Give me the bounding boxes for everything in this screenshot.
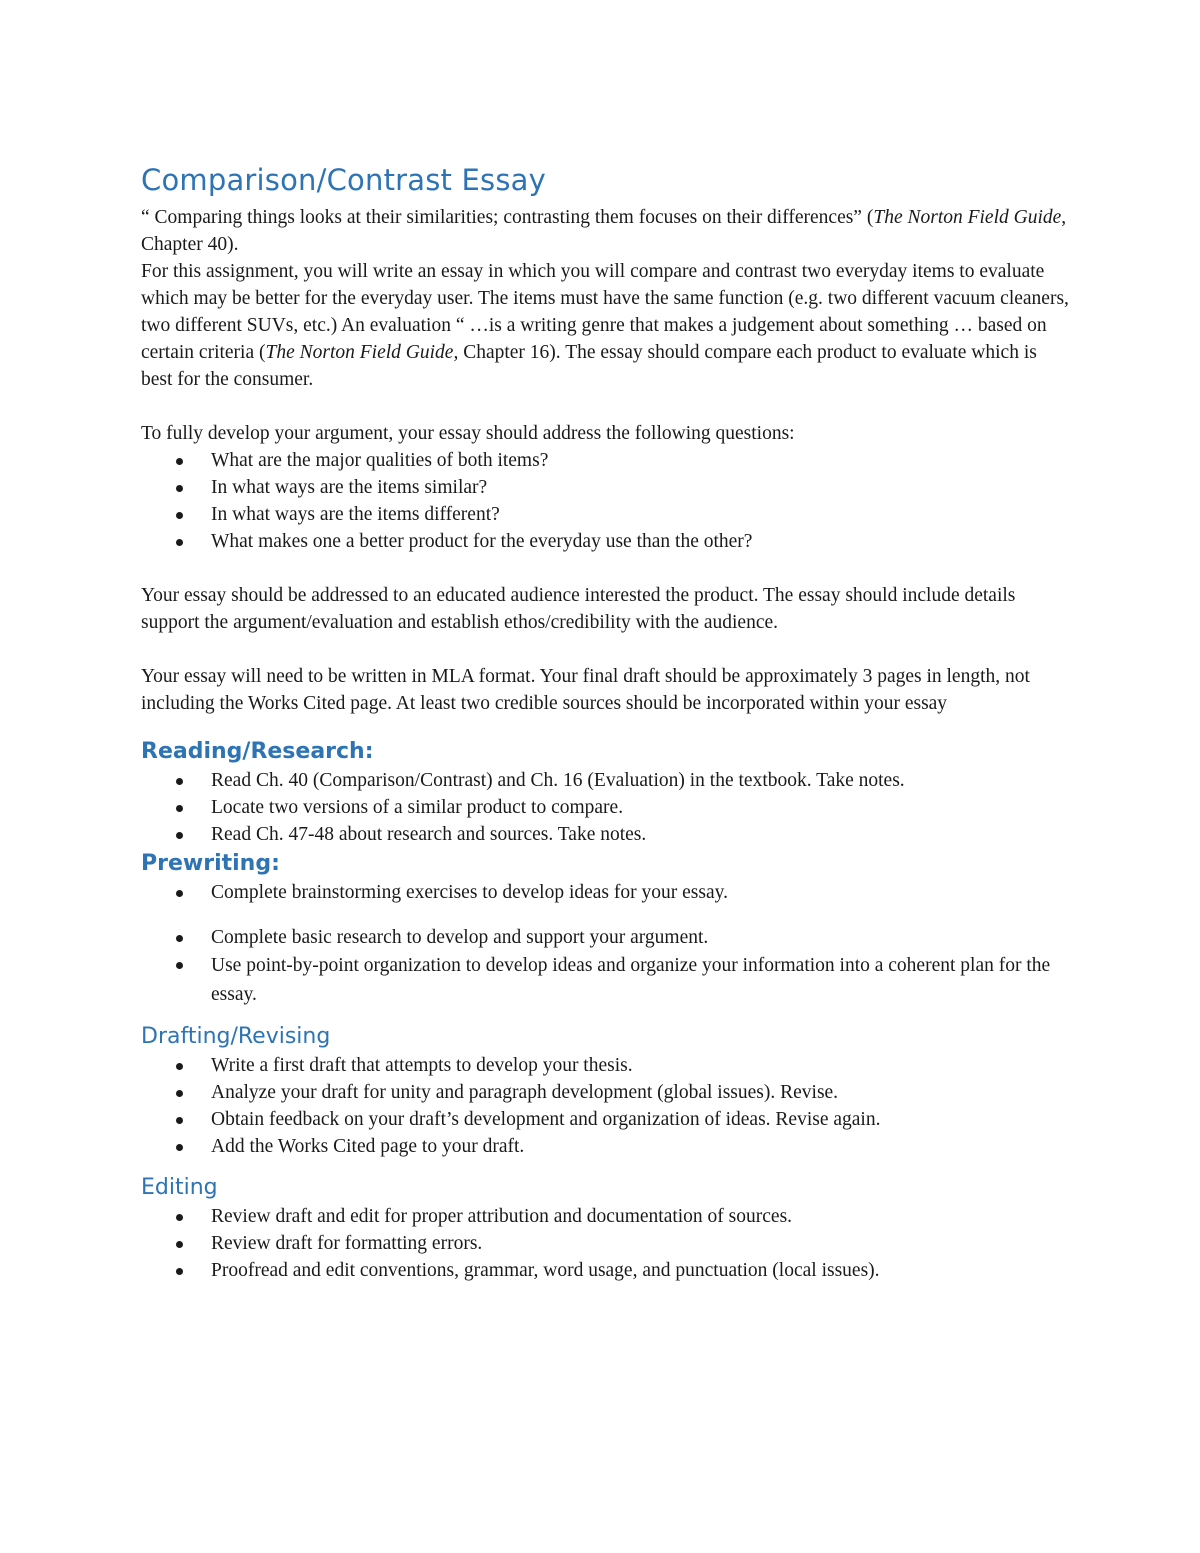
list-item [141,1230,1071,1257]
list-item [141,528,1071,555]
bullet-icon [176,485,183,492]
list-item-text: Add the Works Cited page to your draft. [211,1136,525,1157]
list-item-text: Use point-by-point organization to develop ideas and organize your information into a coherent plan for the essay. [211,955,1051,1005]
spacer [141,555,1071,582]
list-item-text: Complete basic research to develop and support your argument. [211,927,709,948]
list-item-text: Obtain feedback on your draft’s development and organization of ideas. Revise again. [211,1109,881,1130]
audience-paragraph: Your essay should be addressed to an educated audience interested the product. The essay should include details support the argument/evaluation and establish ethos/credibility with the audience. [141,585,1016,633]
list-item-text: Analyze your draft for unity and paragraph development (global issues). Revise. [211,1082,839,1103]
list-item-text: Locate two versions of a similar product to compare. [211,797,624,818]
assignment-source: The Norton Field Guide, [265,342,459,363]
list-item [141,1257,1071,1284]
list-item [141,447,1071,474]
bullet-icon [176,962,183,969]
bullet-icon [176,539,183,546]
list-item-text: Read Ch. 40 (Comparison/Contrast) and Ch. 16 (Evaluation) in the textbook. Take notes. [211,770,905,791]
list-item-text: Read Ch. 47-48 about research and sources. Take notes. [211,824,647,845]
intro-quote-text: “ Comparing things looks at their similarities; contrasting them focuses on their differences” ( [141,207,874,228]
bullet-icon [176,1090,183,1097]
list-item-text: Review draft for formatting errors. [211,1233,483,1254]
bullet-icon [176,1117,183,1124]
document-title: Comparison/Contrast Essay [141,163,547,197]
list-item-text: Complete brainstorming exercises to develop ideas for your essay. [211,882,728,903]
intro-quote-end: , Chapter 40). [141,207,1067,255]
assignment-text-end: Chapter 16). The essay should compare each product to evaluate which is best for the consumer. [141,342,1037,390]
drafting-revising-list [141,1052,1071,1160]
prewriting-heading: Prewriting: [141,851,280,876]
spacer [141,393,1071,420]
list-item-text: Proofread and edit conventions, grammar, word usage, and punctuation (local issues). [211,1260,880,1281]
list-item [141,1106,1071,1133]
list-item [141,821,1071,848]
bullet-icon [176,1144,183,1151]
assignment-paragraph [141,258,1071,393]
bullet-icon [176,1268,183,1275]
list-item-text: What makes one a better product for the everyday use than the other? [211,531,753,552]
bullet-icon [176,805,183,812]
list-item-text: What are the major qualities of both items? [211,450,549,471]
bullet-icon [176,778,183,785]
reading-research-heading: Reading/Research: [141,739,374,764]
list-item-text: Write a first draft that attempts to develop your thesis. [211,1055,633,1076]
document-page [141,160,1071,1284]
bullet-icon [176,1214,183,1221]
editing-list [141,1203,1071,1284]
bullet-icon [176,1241,183,1248]
list-item [141,1133,1071,1160]
bullet-icon [176,890,183,897]
spacer [141,636,1071,663]
list-item-text: In what ways are the items similar? [211,477,488,498]
bullet-icon [176,512,183,519]
list-item [141,474,1071,501]
list-item [141,767,1071,794]
list-item-text: Review draft and edit for proper attribution and documentation of sources. [211,1206,793,1227]
drafting-revising-heading: Drafting/Revising [141,1024,331,1049]
reading-research-list [141,767,1071,848]
list-item [141,1079,1071,1106]
format-paragraph: Your essay will need to be written in MLA format. Your final draft should be approximately 3 pages in length, not including the Works Cited page. At least two credible sources should be incorporated within your essay [141,666,1030,714]
bullet-icon [176,1063,183,1070]
assignment-text: For this assignment, you will write an essay in which you will compare and contrast two everyday items to evaluate which may be better for the everyday user. The items must have the same function (e.g. two different vacuum cleaners, two different SUVs, etc.) An evaluation “ …is a writing genre that makes a judgement about something … based on certain criteria ( [141,261,1069,363]
bullet-icon [176,935,183,942]
list-item [141,1203,1071,1230]
bullet-icon [176,458,183,465]
list-item [141,879,1071,906]
list-item [141,794,1071,821]
list-item [141,924,1071,951]
intro-quote-source: The Norton Field Guide [873,207,1062,228]
list-item [141,501,1071,528]
prewriting-list [141,879,1071,1009]
list-item [141,951,1071,1009]
questions-lead: To fully develop your argument, your essay should address the following questions: [141,423,795,444]
bullet-icon [176,832,183,839]
questions-list [141,447,1071,555]
editing-heading: Editing [141,1175,218,1200]
intro-quote-paragraph [141,204,1071,258]
list-item-text: In what ways are the items different? [211,504,500,525]
list-item [141,1052,1071,1079]
